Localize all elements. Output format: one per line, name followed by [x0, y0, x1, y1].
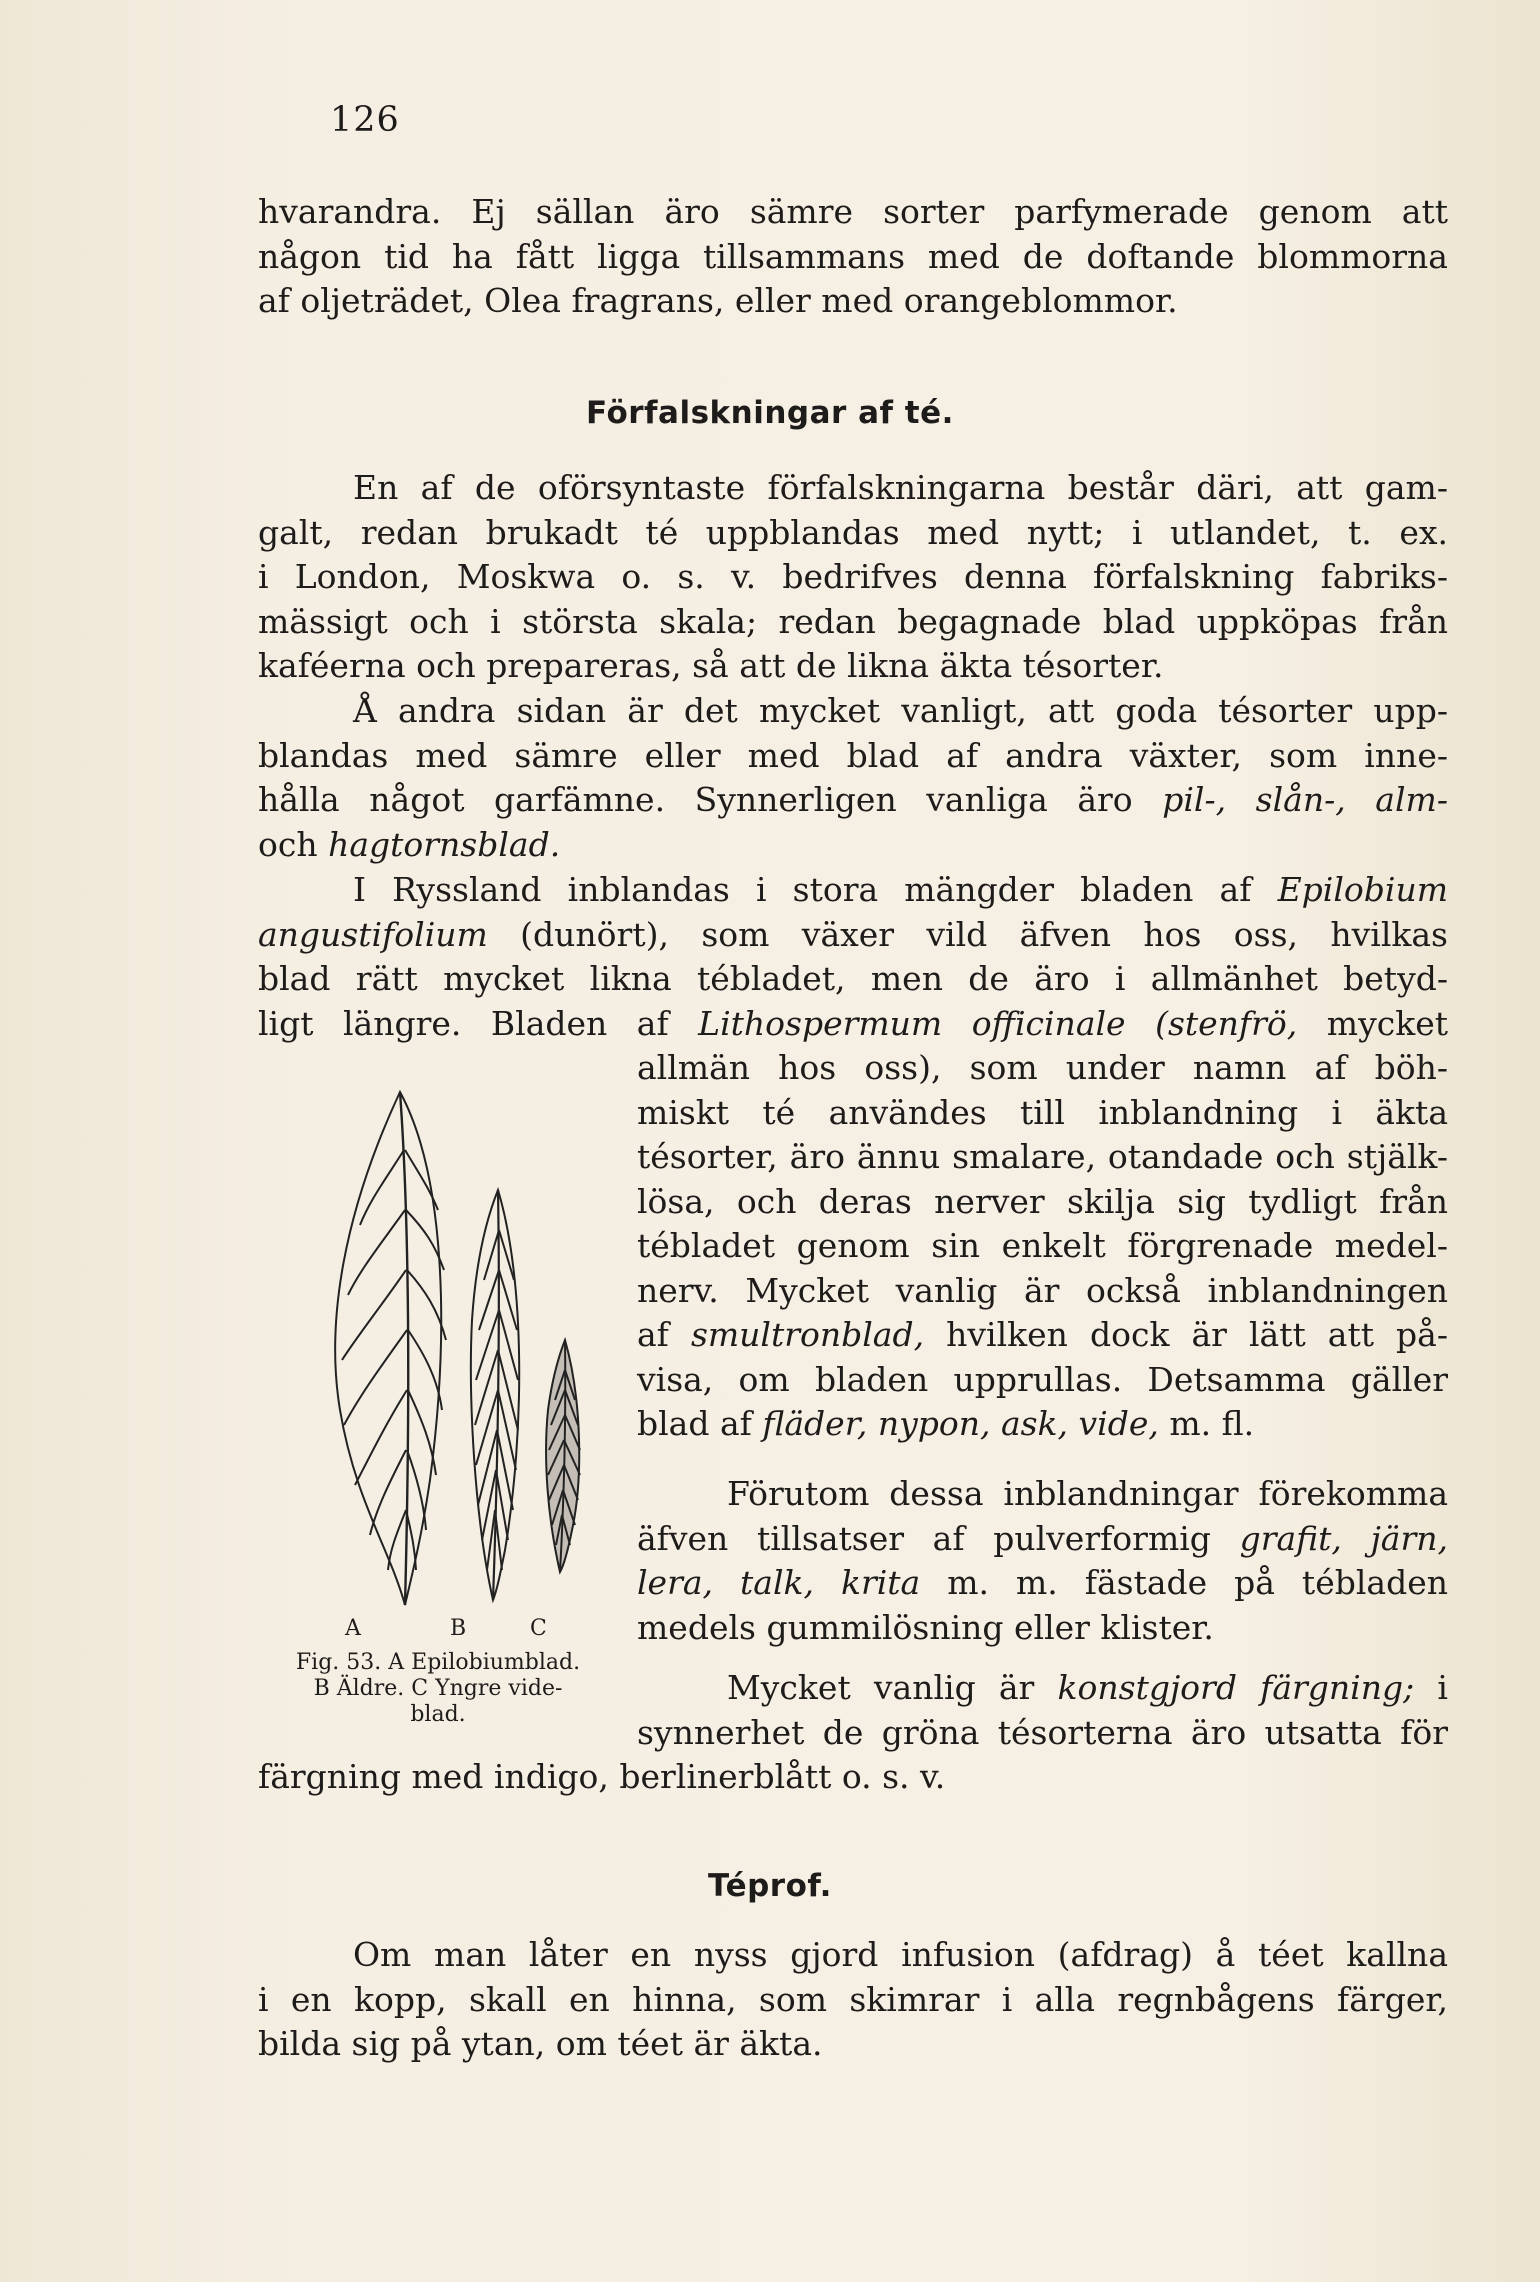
caption-line: Fig. 53. A Epilobiumblad.	[295, 1650, 581, 1675]
text-line: färgning med indigo, berlinerblått o. s. v.	[258, 1757, 946, 1796]
text-line: äfven tillsatser af pulverformig grafit, järn,	[637, 1518, 1448, 1558]
leaf-a-illustration	[335, 1092, 446, 1605]
text-line: Mycket vanlig är konstgjord färgning; i	[727, 1668, 1448, 1707]
figure-caption	[258, 1650, 618, 1728]
section-heading-forfalskningar: Förfalskningar af té.	[586, 395, 954, 431]
text-line: tésorter, äro ännu smalare, otandade och stjälk-	[637, 1137, 1448, 1176]
leaf-b-illustration	[471, 1190, 519, 1600]
text-line: lösa, och deras nerver skilja sig tydligt från	[637, 1181, 1448, 1221]
text-line: kaféerna och prepareras, så att de likna äkta tésorter.	[258, 646, 1164, 685]
text-line: blad af fläder, nypon, ask, vide, m. fl.	[637, 1404, 1255, 1443]
text-line: galt, redan brukadt té uppblandas med nytt; i utlandet, t. ex.	[258, 512, 1448, 552]
paragraph-6	[637, 1666, 1448, 1755]
paragraph-1	[258, 190, 1448, 324]
paragraph-4-column	[637, 1046, 1448, 1447]
text-line: hålla något garfämne. Synnerligen vanliga äro pil-, slån-, alm-	[258, 780, 1448, 819]
paragraph-3	[258, 689, 1448, 867]
text-line: blandas med sämre eller med blad af andra växter, som inne-	[258, 735, 1448, 775]
text-line: och hagtornsblad.	[258, 824, 561, 864]
text-line: miskt té användes till inblandning i äkta	[637, 1092, 1448, 1132]
text-line: i en kopp, skall en hinna, som skimrar i alla regnbågens färger,	[258, 1979, 1448, 2019]
paragraph-7	[258, 1933, 1448, 2067]
leaf-c-illustration	[546, 1340, 580, 1572]
text-line: blad rätt mycket likna tébladet, men de äro i allmänhet betyd-	[258, 959, 1448, 998]
text-line: medels gummilösning eller klister.	[637, 1607, 1214, 1647]
text-line: allmän hos oss), som under namn af böh-	[637, 1048, 1448, 1087]
leaf-figure	[300, 1080, 610, 1620]
text-line: Om man låter en nyss gjord infusion (afdrag) å téet kallna	[353, 1935, 1448, 1974]
paragraph-4	[258, 868, 1448, 1046]
text-line: tébladet genom sin enkelt förgrenade medel-	[637, 1226, 1448, 1265]
text-line: En af de oförsyntaste förfalskningarna består däri, att gam-	[353, 468, 1448, 507]
figure-label-c: C	[530, 1616, 549, 1641]
text-line: bilda sig på ytan, om téet är äkta.	[258, 2024, 823, 2063]
figure-label-b: B	[450, 1616, 469, 1641]
paragraph-2	[258, 466, 1448, 689]
text-line: hvarandra. Ej sällan äro sämre sorter parfymerade genom att	[258, 192, 1448, 231]
text-line: Förutom dessa inblandningar förekomma	[727, 1474, 1448, 1513]
figure-label-a: A	[345, 1616, 363, 1641]
text-line: mässigt och i största skala; redan begagnade blad uppköpas från	[258, 601, 1448, 641]
text-line: i London, Moskwa o. s. v. bedrifves denna förfalskning fabriks-	[258, 557, 1448, 596]
text-line: någon tid ha fått ligga tillsammans med de doftande blommorna	[258, 236, 1448, 276]
caption-line: blad.	[410, 1702, 466, 1727]
text-line: Å andra sidan är det mycket vanligt, att goda tésorter upp-	[353, 691, 1448, 730]
text-line: I Ryssland inblandas i stora mängder bladen af Epilobium	[353, 870, 1448, 909]
page-number: 126	[330, 100, 400, 140]
section-heading-teprof: Téprof.	[708, 1868, 832, 1904]
caption-line: B Äldre. C Yngre vide-	[313, 1676, 563, 1701]
paragraph-6-end	[258, 1755, 1448, 1800]
paragraph-5	[637, 1472, 1448, 1650]
text-line: nerv. Mycket vanlig är också inblandningen	[637, 1270, 1448, 1310]
text-line: ligt längre. Bladen af Lithospermum officinale (stenfrö, mycket	[258, 1003, 1448, 1043]
text-line: angustifolium (dunört), som växer vild äfven hos oss, hvilkas	[258, 914, 1448, 954]
text-line: af smultronblad, hvilken dock är lätt att på-	[637, 1315, 1448, 1354]
text-line: af oljeträdet, Olea fragrans, eller med orangeblommor.	[258, 281, 1178, 320]
text-line: lera, talk, krita m. m. fästade på tébladen	[637, 1563, 1448, 1602]
text-line: synnerhet de gröna tésorterna äro utsatta för	[637, 1712, 1448, 1752]
text-line: visa, om bladen upprullas. Detsamma gäller	[637, 1359, 1448, 1399]
